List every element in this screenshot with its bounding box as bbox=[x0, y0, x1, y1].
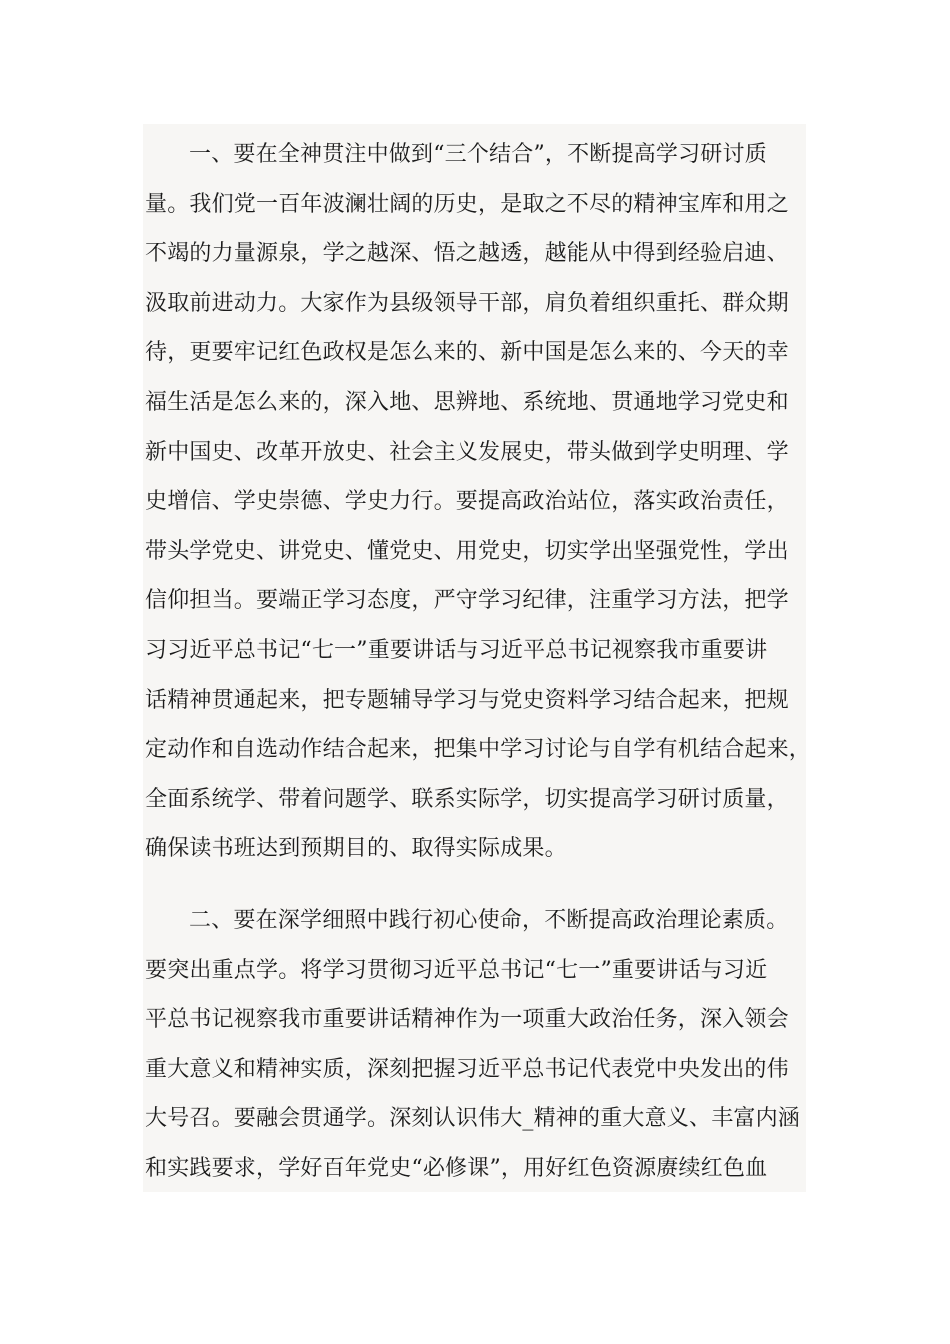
paragraph-1 bbox=[145, 130, 811, 874]
paragraph-line: 重大意义和精神实质，深刻把握习近平总书记代表党中央发出的伟 bbox=[145, 1056, 789, 1082]
paragraph-line: 一、要在全神贯注中做到“三个结合”，不断提高学习研讨质 bbox=[189, 142, 767, 167]
paragraph-line: 带头学党史、讲党史、懂党史、用党史，切实学出坚强党性，学出 bbox=[145, 538, 789, 564]
paragraph-line: 要突出重点学。将学习贯彻习近平总书记“七一”重要讲话与习近 bbox=[145, 957, 768, 983]
paragraph-line: 平总书记视察我市重要讲话精神作为一项重大政治任务，深入领会 bbox=[145, 1007, 789, 1033]
paragraph-line: 史增信、学史崇德、学史力行。要提高政治站位，落实政治责任， bbox=[145, 489, 789, 515]
paragraph-line: 大号召。要融会贯通学。深刻认识伟大_精神的重大意义、丰富内涵 bbox=[145, 1106, 801, 1132]
paragraph-line: 待，更要牢记红色政权是怎么来的、新中国是怎么来的、今天的幸 bbox=[145, 340, 789, 366]
text-block bbox=[143, 124, 812, 1192]
paragraph-line: 汲取前进动力。大家作为县级领导干部，肩负着组织重托、群众期 bbox=[145, 290, 789, 316]
paragraph-line: 习习近平总书记“七一”重要讲话与习近平总书记视察我市重要讲 bbox=[145, 637, 768, 663]
paragraph-line: 定动作和自选动作结合起来，把集中学习讨论与自学有机结合起来， bbox=[145, 737, 812, 763]
paragraph-line: 量。我们党一百年波澜壮阔的历史，是取之不尽的精神宝库和用之 bbox=[145, 191, 789, 217]
paragraph-line: 福生活是怎么来的，深入地、思辨地、系统地、贯通地学习党史和 bbox=[145, 389, 789, 415]
paragraph-line: 全面系统学、带着问题学、联系实际学，切实提高学习研讨质量， bbox=[145, 786, 789, 812]
paragraph-line: 新中国史、改革开放史、社会主义发展史，带头做到学史明理、学 bbox=[145, 439, 789, 465]
paragraph-line: 不竭的力量源泉，学之越深、悟之越透，越能从中得到经验启迪、 bbox=[145, 241, 789, 267]
paragraph-line: 话精神贯通起来，把专题辅导学习与党史资料学习结合起来，把规 bbox=[145, 687, 789, 713]
paragraph-2 bbox=[145, 896, 800, 1194]
paragraph-line: 二、要在深学细照中践行初心使命，不断提高政治理论素质。 bbox=[189, 908, 789, 933]
paragraph-line: 和实践要求，学好百年党史“必修课”，用好红色资源赓续红色血 bbox=[145, 1155, 768, 1181]
paragraph-line: 确保读书班达到预期目的、取得实际成果。 bbox=[145, 836, 567, 862]
paragraph-line: 信仰担当。要端正学习态度，严守学习纪律，注重学习方法，把学 bbox=[145, 588, 789, 614]
